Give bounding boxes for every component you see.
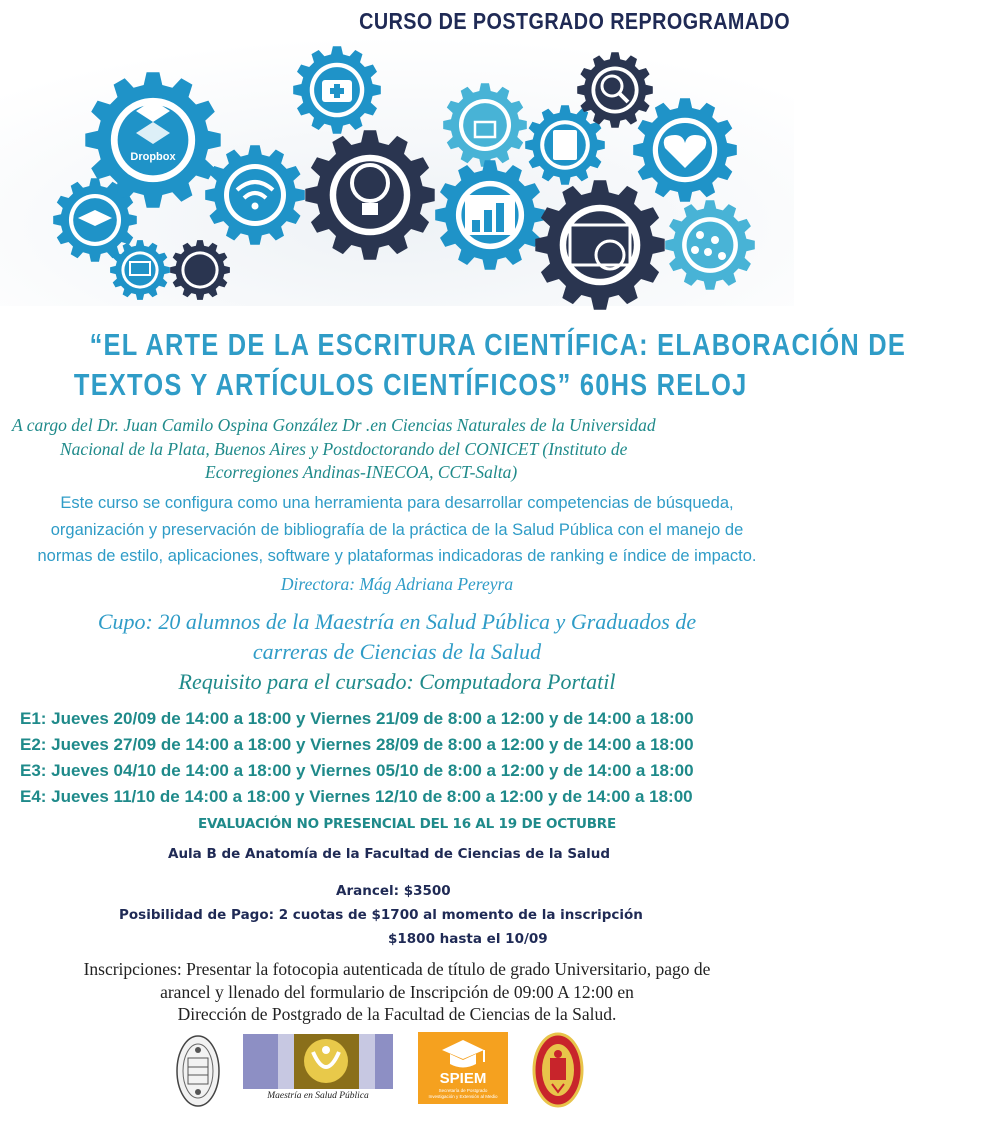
course-title-line-1: “EL ARTE DE LA ESCRITURA CIENTÍFICA: ELABORACIÓN DE (89, 327, 907, 362)
schedule-line-e4: E4: Jueves 11/10 de 14:00 a 18:00 y Viernes 12/10 de 8:00 a 12:00 y de 14:00 a 18:00 (20, 787, 693, 806)
payment-option-text: Posibilidad de Pago: 2 cuotas de $1700 al momento de la inscripción (119, 907, 643, 923)
schedule-line-e2: E2: Jueves 27/09 de 14:00 a 18:00 y Viernes 28/09 de 8:00 a 12:00 y de 14:00 a 18:00 (20, 735, 694, 754)
evaluation-notice: EVALUACIÓN NO PRESENCIAL DEL 16 AL 19 DE OCTUBRE (197, 816, 617, 832)
molecule-dot-2 (704, 248, 712, 256)
instructor-line-2: Nacional de la Plata, Buenos Aires y Postdoctorando del CONICET (Instituto de (60, 439, 628, 459)
payment-second-installment: $1800 hasta el 10/09 (388, 931, 548, 947)
lightbulb-base (362, 203, 378, 215)
medical-cross-h (330, 88, 344, 94)
molecule-dot-4 (691, 246, 699, 254)
molecule-dot-3 (718, 252, 726, 260)
report-bar-0 (472, 220, 480, 232)
inscripciones-line-1: Inscripciones: Presentar la fotocopia autenticada de título de grado Universitario, pago de (83, 959, 711, 979)
cupo-line-2: carreras de Ciencias de la Salud (252, 639, 542, 664)
course-status-header: CURSO DE POSTGRADO REPROGRAMADO (359, 8, 790, 34)
report-bar-1 (484, 210, 492, 232)
inscripciones-line-3: Dirección de Postgrado de la Facultad de Ciencias de la Salud. (177, 1004, 617, 1024)
schedule-line-e1: E1: Jueves 20/09 de 14:00 a 18:00 y Viernes 21/09 de 8:00 a 12:00 y de 14:00 a 18:00 (20, 709, 694, 728)
faculty-shield-logo (532, 1032, 584, 1108)
spiem-logo (418, 1032, 508, 1104)
cupo-line-1: Cupo: 20 alumnos de la Maestría en Salud Pública y Graduados de (97, 609, 697, 634)
spiem-label: SPIEM (439, 1070, 487, 1087)
arancel-text: Arancel: $3500 (336, 883, 451, 899)
clipboard-icon (553, 130, 577, 160)
molecule-dot-1 (711, 236, 719, 244)
university-seal-logo (175, 1034, 221, 1108)
description-line-2: organización y preservación de bibliografía de la práctica de la Salud Pública con el manejo de (50, 521, 744, 539)
spiem-subtitle-1: Secretaría de Postgrado (438, 1088, 488, 1093)
requisito-text: Requisito para el cursado: Computadora Portatil (178, 669, 616, 694)
instructor-line-1: A cargo del Dr. Juan Camilo Ospina González Dr .en Ciencias Naturales de la Universidad (12, 415, 656, 435)
location-text: Aula B de Anatomía de la Facultad de Ciencias de la Salud (168, 846, 611, 862)
report-bar-2 (496, 203, 504, 232)
maestria-caption: Maestría en Salud Pública (267, 1091, 369, 1101)
inscripciones-line-2: arancel y llenado del formulario de Inscripción de 09:00 A 12:00 en (160, 982, 634, 1002)
dropbox-label: Dropbox (130, 151, 176, 163)
directora-text: Directora: Mág Adriana Pereyra (280, 574, 514, 594)
wifi-dot (252, 203, 259, 210)
molecule-dot-0 (696, 231, 704, 239)
description-line-3: normas de estilo, aplicaciones, software y plataformas indicadoras de ranking e índice de impacto. (37, 547, 757, 565)
spiem-subtitle-2: Investigación y Extensión al Medio (428, 1094, 498, 1099)
schedule-line-e3: E3: Jueves 04/10 de 14:00 a 18:00 y Viernes 05/10 de 8:00 a 12:00 y de 14:00 a 18:00 (20, 761, 694, 780)
instructor-line-3: Ecorregiones Andinas-INECOA, CCT-Salta) (205, 462, 518, 482)
maestria-salud-publica-logo (243, 1034, 393, 1104)
course-title-line-2: TEXTOS Y ARTÍCULOS CIENTÍFICOS” 60HS RELOJ (73, 367, 748, 402)
description-line-1: Este curso se configura como una herramienta para desarrollar competencias de búsqueda, (60, 494, 734, 512)
technology-gears-banner (0, 36, 794, 306)
